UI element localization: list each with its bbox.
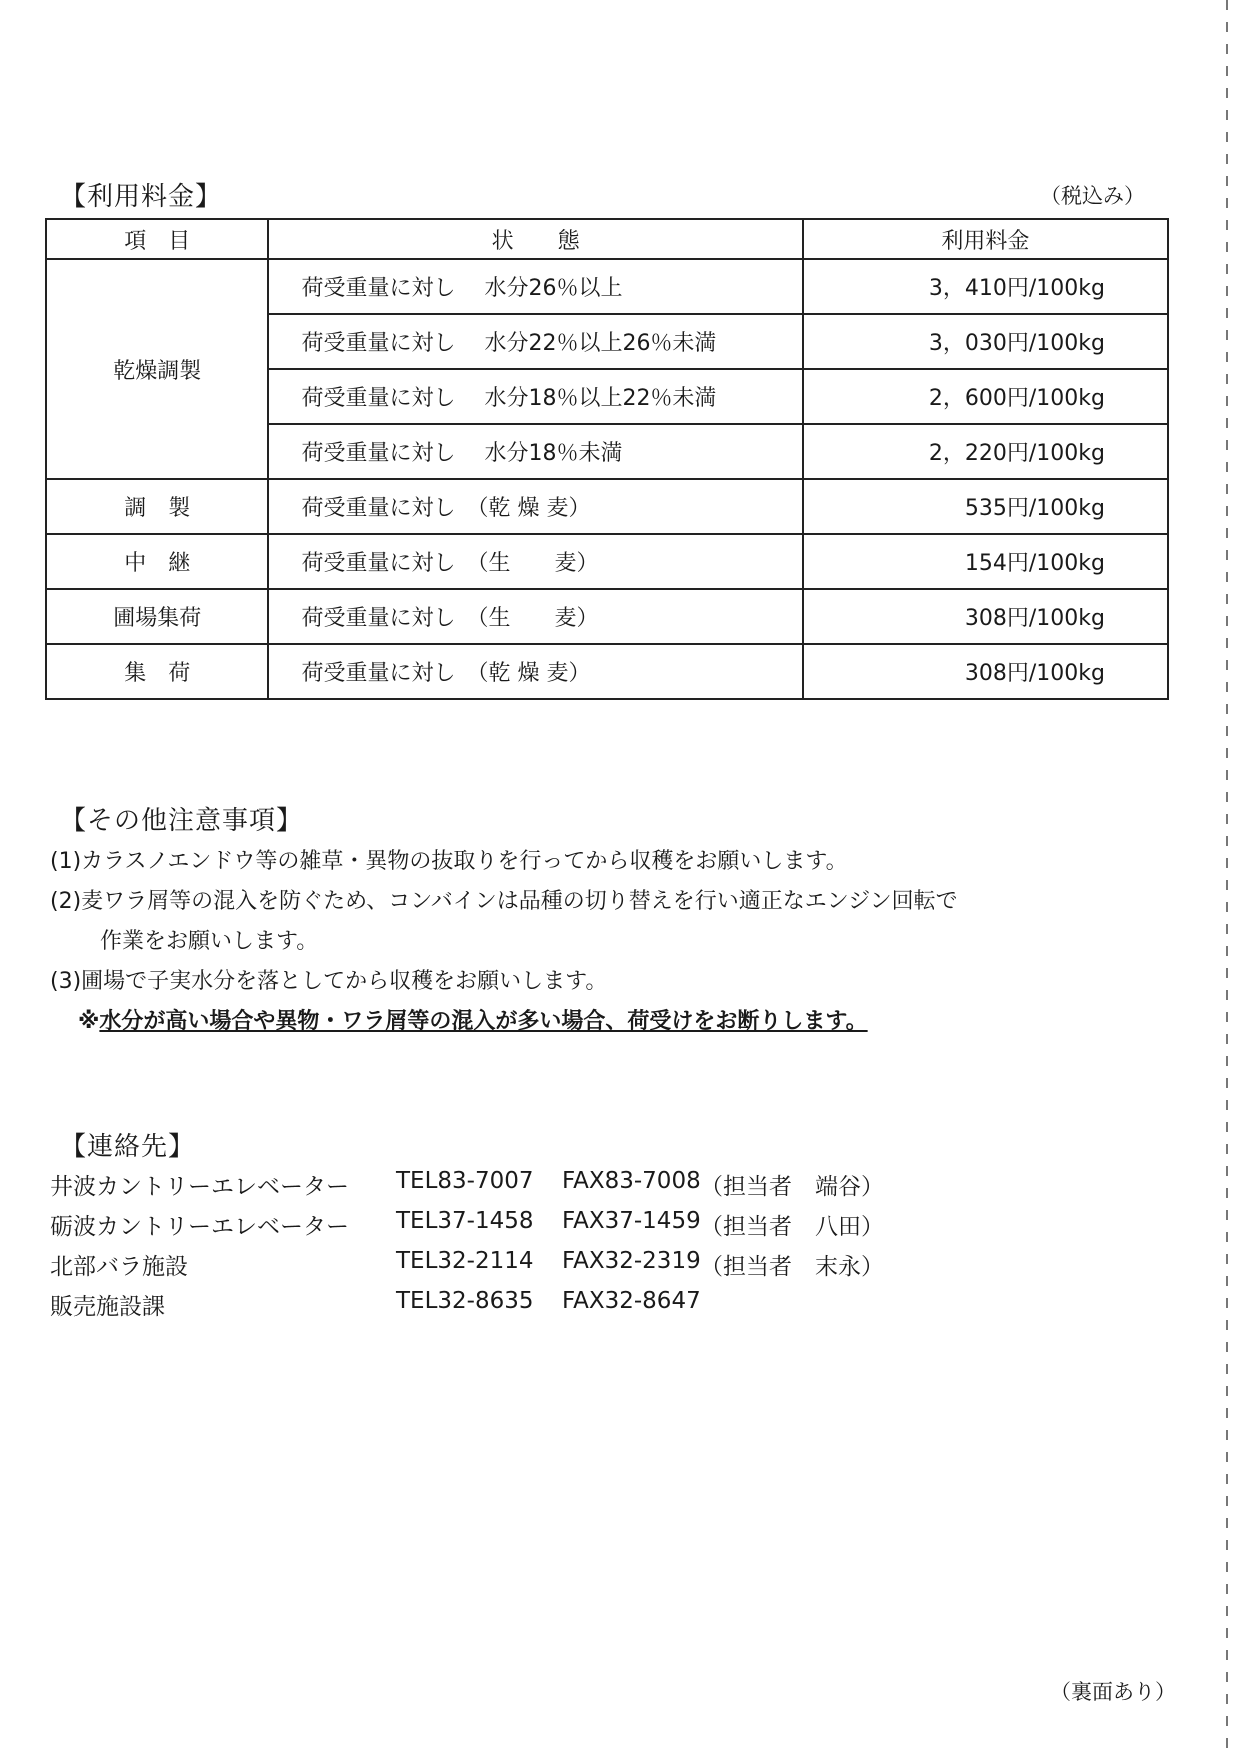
table-row xyxy=(46,644,1168,699)
fee-cell: 2，220円/100kg xyxy=(803,424,1168,479)
column-header-fee: 利用料金 xyxy=(803,219,1168,259)
fee-cell: 3，030円/100kg xyxy=(803,314,1168,369)
contact-name: 砺波カントリーエレベーター xyxy=(50,1214,349,1240)
contact-fax: FAX32-8647 xyxy=(562,1288,701,1314)
fee-cell: 308円/100kg xyxy=(803,589,1168,644)
condition-cell: 荷受重量に対し 水分18％未満 xyxy=(268,424,802,479)
contact-person: （担当者 八田） xyxy=(700,1214,884,1240)
contact-row xyxy=(50,1288,1150,1328)
contact-tel: TEL37-1458 xyxy=(396,1208,534,1234)
contact-person: （担当者 端谷） xyxy=(700,1174,884,1200)
condition-cell: 荷受重量に対し 水分26％以上 xyxy=(268,259,802,314)
contact-name: 販売施設課 xyxy=(50,1294,165,1320)
contact-fax: FAX37-1459 xyxy=(562,1208,701,1234)
table-row xyxy=(46,534,1168,589)
contact-tel: TEL32-2114 xyxy=(396,1248,534,1274)
note-item-2: (2)麦ワラ屑等の混入を防ぐため、コンバインは品種の切り替えを行い適正なエンジン回転で xyxy=(50,889,958,914)
item-cell: 圃場集荷 xyxy=(46,589,268,644)
contact-tel: TEL32-8635 xyxy=(396,1288,534,1314)
page-edge-marks xyxy=(1226,0,1228,1754)
contact-fax: FAX83-7008 xyxy=(562,1168,701,1194)
fee-cell: 154円/100kg xyxy=(803,534,1168,589)
fees-table-header xyxy=(46,219,1168,259)
warning-line xyxy=(50,1002,1150,1042)
contact-row xyxy=(50,1168,1150,1208)
notes-list xyxy=(50,842,1150,1042)
condition-cell: 荷受重量に対し （生 麦） xyxy=(268,534,802,589)
column-header-item: 項 目 xyxy=(46,219,268,259)
contact-person: （担当者 末永） xyxy=(700,1254,884,1280)
fee-cell: 535円/100kg xyxy=(803,479,1168,534)
contact-name: 井波カントリーエレベーター xyxy=(50,1174,349,1200)
item-cell: 集 荷 xyxy=(46,644,268,699)
contacts-heading: 【連絡先】 xyxy=(60,1132,196,1162)
table-row xyxy=(46,479,1168,534)
reverse-side-note: （裏面あり） xyxy=(1050,1680,1176,1704)
item-cell: 中 継 xyxy=(46,534,268,589)
table-row xyxy=(46,589,1168,644)
condition-cell: 荷受重量に対し （乾 燥 麦） xyxy=(268,479,802,534)
table-row xyxy=(46,259,1168,314)
note-item-3: (3)圃場で子実水分を落としてから収穫をお願いします。 xyxy=(50,969,608,994)
contact-row xyxy=(50,1208,1150,1248)
fees-heading: 【利用料金】 xyxy=(60,182,223,212)
fee-cell: 308円/100kg xyxy=(803,644,1168,699)
fees-table xyxy=(45,218,1169,700)
condition-cell: 荷受重量に対し 水分22％以上26％未満 xyxy=(268,314,802,369)
condition-cell: 荷受重量に対し （乾 燥 麦） xyxy=(268,644,802,699)
contact-row xyxy=(50,1248,1150,1288)
condition-cell: 荷受重量に対し 水分18％以上22％未満 xyxy=(268,369,802,424)
contact-fax: FAX32-2319 xyxy=(562,1248,701,1274)
contact-tel: TEL83-7007 xyxy=(396,1168,534,1194)
item-cell: 乾燥調製 xyxy=(46,259,268,479)
column-header-condition: 状 態 xyxy=(268,219,802,259)
fee-cell: 2，600円/100kg xyxy=(803,369,1168,424)
tax-included-note: （税込み） xyxy=(1040,184,1145,208)
item-cell: 調 製 xyxy=(46,479,268,534)
notes-heading: 【その他注意事項】 xyxy=(60,806,304,836)
fee-cell: 3，410円/100kg xyxy=(803,259,1168,314)
contacts-list xyxy=(50,1168,1150,1328)
condition-cell: 荷受重量に対し （生 麦） xyxy=(268,589,802,644)
warning-text: 水分が高い場合や異物・ワラ屑等の混入が多い場合、荷受けをお断りします。 xyxy=(99,1009,868,1034)
note-item-1: (1)カラスノエンドウ等の雑草・異物の抜取りを行ってから収穫をお願いします。 xyxy=(50,849,848,874)
contact-name: 北部バラ施設 xyxy=(50,1254,188,1280)
note-item-2-continued: 作業をお願いします。 xyxy=(100,929,319,954)
warning-mark: ※ xyxy=(78,1009,100,1034)
